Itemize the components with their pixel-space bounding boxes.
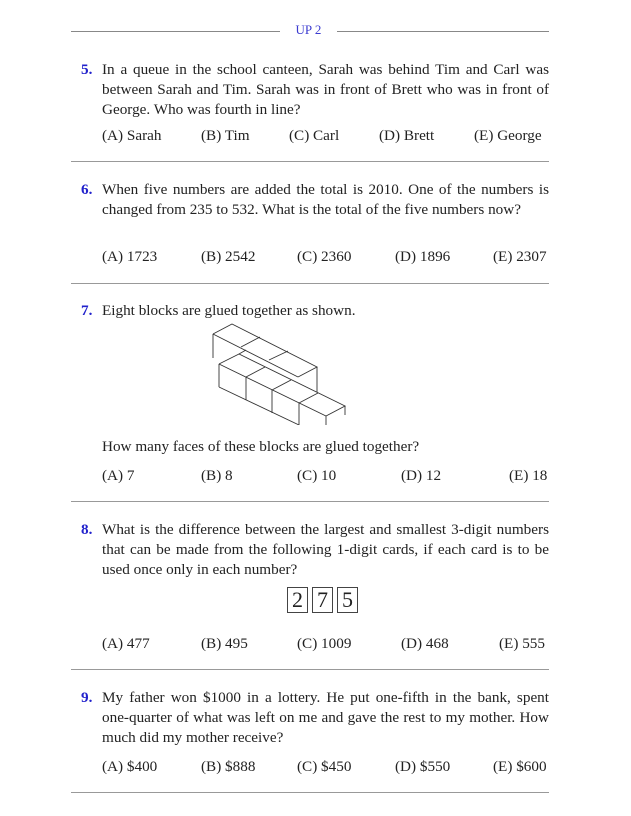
option-e[interactable]: (E) $600: [493, 758, 547, 775]
option-e[interactable]: (E) 2307: [493, 248, 547, 265]
option-e[interactable]: (E) George: [474, 127, 542, 144]
digit-card: 2: [287, 587, 308, 613]
block-edge: [219, 387, 299, 425]
block-edge: [272, 380, 291, 390]
question-7: [81, 301, 549, 321]
question-9: [81, 688, 549, 748]
digit-card: 7: [312, 587, 333, 613]
question-text: When five numbers are added the total is 2010. One of the numbers is changed from 235 to 532. What is the total of the five numbers now?: [102, 181, 549, 218]
header-rule-right: [337, 31, 549, 32]
block-edge: [246, 367, 265, 377]
option-b[interactable]: (B) $888: [201, 758, 256, 775]
header-rule-left: [71, 31, 280, 32]
block-edge: [269, 351, 288, 360]
question-5: [81, 60, 549, 120]
question-7-followup: [81, 437, 549, 457]
option-a[interactable]: (A) 477: [102, 635, 150, 652]
page-header: [71, 20, 549, 40]
question-text: What is the difference between the largest and smallest 3-digit numbers that can be made from the following 1-digit cards, if each card is to be used once only in each number?: [102, 521, 549, 578]
option-c[interactable]: (C) 1009: [297, 635, 352, 652]
option-b[interactable]: (B) 8: [201, 467, 233, 484]
divider: [71, 792, 549, 793]
question-number: 7.: [81, 302, 93, 319]
question-text: In a queue in the school canteen, Sarah was behind Tim and Carl was between Sarah and Tim. Sarah was in front of Brett who was in front of George. Who was fourth in line?: [102, 61, 549, 118]
digit-card: 5: [337, 587, 358, 613]
option-c[interactable]: (C) 2360: [297, 248, 352, 265]
question-number: 8.: [81, 521, 93, 538]
option-c[interactable]: (C) $450: [297, 758, 352, 775]
option-b[interactable]: (B) 495: [201, 635, 248, 652]
blocks-figure: [205, 320, 355, 425]
digit-cards: [287, 587, 358, 613]
block-edge: [239, 350, 246, 354]
question-number: 5.: [81, 61, 93, 78]
option-c[interactable]: (C) Carl: [289, 127, 340, 144]
option-e[interactable]: (E) 555: [499, 635, 545, 652]
question-text: My father won $1000 in a lottery. He put one-fifth in the bank, spent one-quarter of what was left on me and gave the rest to my mother. How much did my mother receive?: [102, 689, 549, 746]
question-number: 9.: [81, 689, 93, 706]
option-c[interactable]: (C) 10: [297, 467, 337, 484]
question-text: Eight blocks are glued together as shown.: [102, 302, 356, 319]
question-8: [81, 520, 549, 580]
divider: [71, 161, 549, 162]
option-d[interactable]: (D) 468: [401, 635, 449, 652]
divider: [71, 669, 549, 670]
option-e[interactable]: (E) 18: [509, 467, 548, 484]
question-number: 6.: [81, 181, 93, 198]
option-a[interactable]: (A) 1723: [102, 248, 158, 265]
option-a[interactable]: (A) 7: [102, 467, 135, 484]
option-d[interactable]: (D) Brett: [379, 127, 435, 144]
block-edge: [241, 337, 260, 347]
option-b[interactable]: (B) Tim: [201, 127, 250, 144]
question-6: [81, 180, 549, 220]
option-d[interactable]: (D) 12: [401, 467, 442, 484]
block-edge: [299, 393, 318, 403]
option-d[interactable]: (D) $550: [395, 758, 451, 775]
option-b[interactable]: (B) 2542: [201, 248, 256, 265]
option-a[interactable]: (A) Sarah: [102, 127, 162, 144]
header-title: UP 2: [295, 22, 322, 37]
divider: [71, 283, 549, 284]
block-edge: [213, 334, 298, 377]
divider: [71, 501, 549, 502]
option-a[interactable]: (A) $400: [102, 758, 158, 775]
question-followup-text: How many faces of these blocks are glued together?: [102, 438, 420, 455]
option-d[interactable]: (D) 1896: [395, 248, 451, 265]
